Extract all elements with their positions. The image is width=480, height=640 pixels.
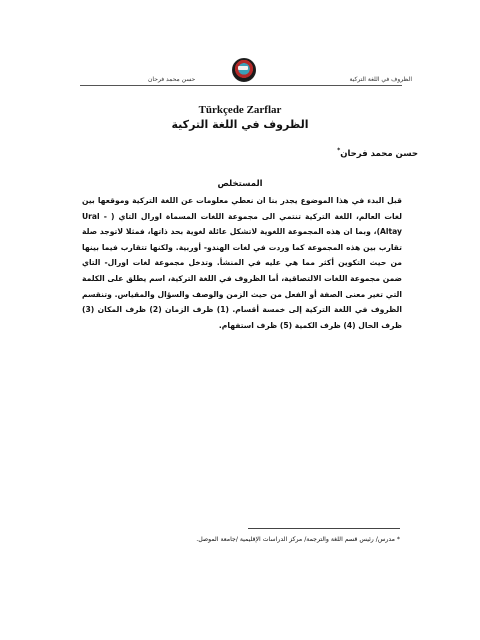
running-header-author: حسن محمد فرحان xyxy=(148,76,196,83)
university-emblem-icon xyxy=(232,58,256,82)
header-divider xyxy=(80,85,402,86)
running-header-title: الظروف في اللغة التركية xyxy=(349,76,412,83)
emblem-band xyxy=(238,66,248,70)
paper-title-turkish: Türkçede Zarflar xyxy=(198,104,282,116)
author-footnote: * مدرس/ رئيس قسم اللغة والترجمة/ مركز الدراسات الإقليمية /جامعة الموصل. xyxy=(196,536,400,543)
author-footnote-marker: * xyxy=(337,147,341,154)
abstract-heading: المستخلص xyxy=(217,179,263,189)
author-name-text: حسن محمد فرحان xyxy=(340,148,418,159)
author-name xyxy=(337,147,418,159)
paper-title-arabic: الظروف في اللغة التركية xyxy=(171,118,309,131)
footnote-divider xyxy=(248,528,400,529)
abstract-paragraph: قبل البدء في هذا الموضوع يجدر بنا ان نعطي معلومات عن اللغة التركية وموقعها بين لغات العالم، اللغة التركية تنتمي الى مجموعة اللغات المسماة اورال التاي ( Ural - Altay)، وبما ان هذه المجموعة اللغوية لاتشكل عائلة لغوية بحد ذاتها، فمثلا لاتوجد صلة تقارب بين هذه المجموعة كما وردت في لغات الهندو- أوربية. ولكنها تتقارب فيما بينها من حيث التكوين أكثر مما هي عليه في المنشأ. وتدخل مجموعة لغات اورال- التاي ضمن مجموعة اللغات الالتصاقية، أما الظروف في اللغة التركية، اسم يطلق على الكلمة التي تغير معنى الصفة أو الفعل من حيث الزمن والوصف والسؤال والمقياس. وتنقسم الظروف في اللغة التركية إلى خمسة أقسام. (1) ظرف الزمان (2) ظرف المكان (3) ظرف الحال (4) ظرف الكمية (5) ظرف استفهام. xyxy=(82,196,403,330)
